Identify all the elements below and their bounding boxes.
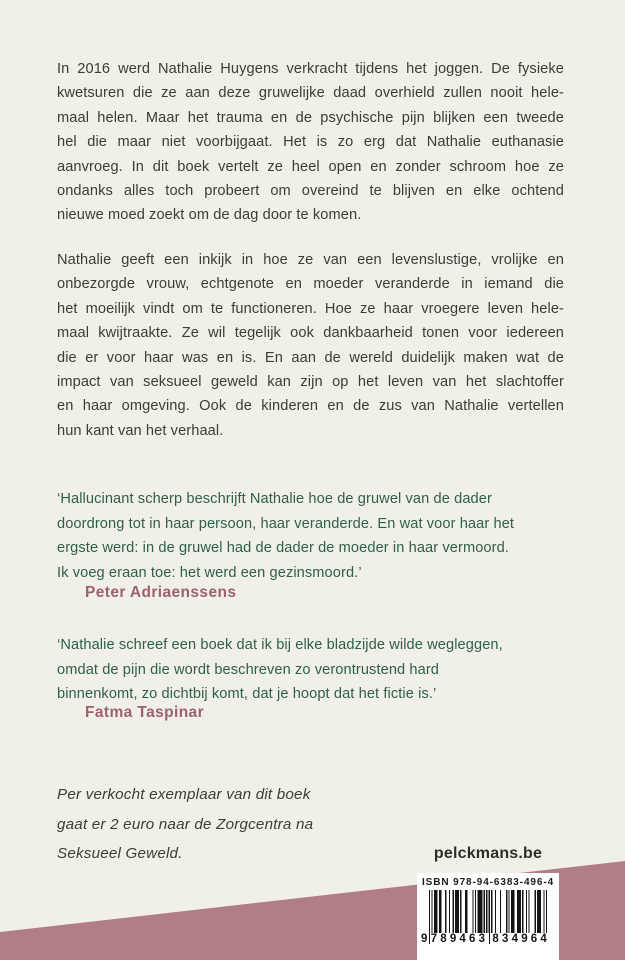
text-line: Ik voeg eraan toe: het werd een gezinsmoord.’ [57, 564, 362, 581]
text-line: In 2016 werd Nathalie Huygens verkracht tijdens het joggen. De fysieke [57, 61, 564, 77]
barcode-digit-group-2: 834964 [492, 933, 550, 945]
barcode-digit-lead: 9 [421, 933, 428, 945]
text-line: omdat de pijn die wordt beschreven zo verontrustend hard [57, 661, 440, 678]
text-line: die er voor haar was en is. En aan de wereld duidelijk maken wat de [57, 349, 564, 366]
text-line: ‘Nathalie schreef een boek dat ik bij elke bladzijde wilde wegleggen, [57, 637, 503, 653]
barcode-digit-group-1: 789463 [430, 933, 489, 945]
text-line: kwetsuren die ze aan deze gruwelijke daad overhield zullen nooit hele- [57, 85, 564, 102]
quote-fatma-taspinar [57, 633, 564, 707]
quote-peter-adriaenssens [57, 487, 564, 585]
text-line: onbezorgde vrouw, echtgenote en moeder veranderde in iemand die [57, 276, 564, 293]
text-line: ergste werd: in de gruwel had de dader de moeder in haar vermoord. [57, 540, 509, 557]
quote-author-peter-adriaenssens: Peter Adriaenssens [85, 584, 237, 601]
text-line: nieuwe moed zoekt om de dag door te komen. [57, 207, 362, 224]
blurb-paragraph-1 [57, 57, 564, 228]
text-line: Seksueel Geweld. [57, 845, 183, 863]
text-line: doordrong tot in haar persoon, haar veranderde. En wat voor haar het [57, 515, 515, 532]
text-line: het moeilijk vindt om te functioneren. Hoe ze haar vroegere leven hele- [57, 300, 564, 317]
text-line: aanvroeg. In dit boek vertelt ze heel open en zonder schroom hoe ze [57, 158, 564, 175]
text-line: ondanks alles toch probeert om overeind te blijven en elke ochtend [57, 183, 564, 200]
text-line: en haar omgeving. Ook de kinderen en de zus van Nathalie vertellen [57, 398, 564, 415]
isbn-barcode-box [417, 873, 559, 960]
publisher-website: pelckmans.be [433, 845, 543, 862]
blurb-paragraph-2 [57, 248, 564, 443]
text-line: hun kant van het verhaal. [57, 422, 224, 439]
barcode-digits [421, 933, 551, 945]
text-line: maal helen. Maar het trauma en de psychische pijn blijken een tweede [57, 109, 564, 126]
text-line: Nathalie geeft een inkijk in hoe ze van een levenslustige, vrolijke en [57, 252, 564, 268]
text-line: impact van seksueel geweld kan zijn op het leven van het slachtoffer [57, 374, 564, 391]
text-line: maal kwijtraakte. Ze wil tegelijk ook dankbaarheid tonen voor iedereen [57, 325, 564, 342]
text-line: ‘Hallucinant scherp beschrijft Nathalie hoe de gruwel van de dader [57, 491, 492, 507]
text-line: binnenkomt, zo dichtbij komt, dat je hoopt dat het fictie is.’ [57, 686, 437, 703]
text-line: gaat er 2 euro naar de Zorgcentra na [57, 815, 314, 833]
isbn-label: ISBN 978-94-6383-496-4 [421, 877, 555, 888]
text-line: Per verkocht exemplaar van dit boek [57, 786, 311, 803]
text-line: hel die maar niet voorbijgaat. Het is zo erg dat Nathalie euthanasie [57, 134, 564, 151]
quote-author-fatma-taspinar: Fatma Taspinar [85, 704, 205, 721]
